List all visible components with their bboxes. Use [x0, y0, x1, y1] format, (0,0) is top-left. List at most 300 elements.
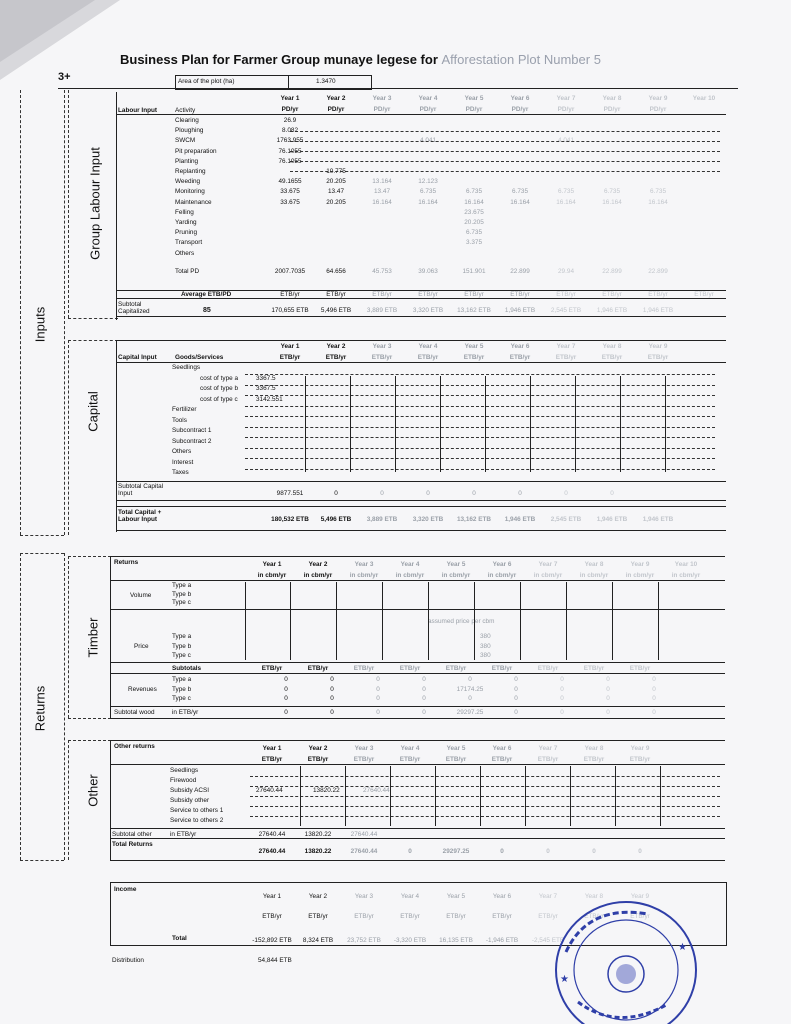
other-total-cell: 27640.44 [350, 848, 378, 855]
timber-subtotal-wood-cell: 29297.25 [456, 709, 484, 716]
other-row-label: Service to others 1 [170, 807, 224, 814]
other-total-cell: 29297.25 [442, 848, 470, 855]
labour-activity-label: Pruning [175, 229, 198, 237]
other-year-unit: ETB/yr [537, 756, 559, 763]
income-header: Income [114, 886, 137, 893]
other-cell: 27640.44 [363, 787, 390, 794]
labour-avg-unit: ETB/yr [602, 291, 622, 298]
timber-revenue-cell: 0 [330, 695, 334, 702]
capital-total-cell: 3,320 ETB [412, 516, 444, 523]
timber-volume-type: Type b [172, 590, 192, 598]
section-inputs: Inputs [32, 306, 48, 343]
capital-year-header: Year 6 [510, 343, 530, 350]
timber-revenue-cell: 0 [468, 695, 472, 702]
timber-revenue-cell: 0 [376, 695, 380, 702]
labour-year-unit: PD/yr [327, 106, 345, 113]
timber-header: Returns [114, 559, 139, 566]
capital-subtotal-cell: 9877.551 [276, 490, 304, 497]
income-year-unit: ETB/yr [354, 913, 374, 920]
page-title: Business Plan for Farmer Group munaye legese for Afforestation Plot Number 5 [120, 52, 601, 67]
other-year-unit: ETB/yr [261, 756, 283, 763]
labour-cell: 6.735 [650, 188, 666, 196]
area-value: 1.3470 [316, 78, 336, 85]
timber-year-header: Year 4 [400, 561, 420, 568]
labour-subtotal-cell: 1,946 ETB [596, 307, 628, 314]
labour-year-header: Year 6 [510, 95, 530, 102]
other-year-header: Year 8 [584, 745, 604, 752]
other-subtotal-unit: in ETB/yr [170, 831, 197, 838]
capital-year-header: Year 5 [464, 343, 484, 350]
capital-row-label: Seedlings [172, 364, 201, 371]
labour-activity-label: Planting [175, 157, 199, 165]
labour-cell: 16.164 [372, 198, 392, 206]
timber-price-type: Type c [172, 652, 191, 659]
timber-subtotal-unit: ETB/yr [491, 665, 513, 672]
labour-total-label: Total PD [175, 268, 200, 275]
timber-price-value: 380 [480, 633, 491, 640]
other-year-unit: ETB/yr [307, 756, 329, 763]
official-stamp [548, 892, 698, 1024]
labour-subtotal-cell: 1,946 ETB [642, 307, 674, 314]
labour-cell: 16.164 [510, 198, 530, 206]
labour-total-cell: 151.901 [462, 268, 486, 275]
timber-subtotal-wood-cell: 0 [330, 709, 334, 716]
timber-revenue-cell: 0 [376, 685, 380, 693]
timber-revenue-cell: 0 [606, 685, 610, 693]
labour-year-unit: PD/yr [557, 106, 575, 113]
capital-total-cell: 3,889 ETB [366, 516, 398, 523]
capital-year-unit: ETB/yr [601, 354, 623, 361]
timber-subtotals-label: Subtotals [172, 665, 202, 672]
capital-year-header: Year 8 [602, 343, 622, 350]
timber-subtotal-wood-cell: 0 [376, 709, 380, 716]
timber-year-header: Year 2 [308, 561, 328, 568]
capital-subtotal-cell: 0 [426, 490, 430, 497]
timber-subtotal-unit: ETB/yr [629, 665, 651, 672]
other-year-unit: ETB/yr [353, 756, 375, 763]
labour-cell: 4.041 [420, 137, 436, 145]
timber-revenue-cell: 0 [376, 676, 380, 683]
capital-header: Capital Input [118, 354, 157, 361]
capital-row-label: cost of type a [200, 374, 239, 382]
labour-year-header: Year 2 [326, 95, 346, 102]
timber-year-unit: in cbm/yr [533, 572, 563, 579]
labour-total-cell: 22.899 [648, 268, 668, 275]
labour-activity-label: Monitoring [175, 188, 205, 196]
capital-subtotal-cell: 0 [472, 490, 476, 497]
other-total-cell: 0 [592, 848, 596, 855]
timber-revenue-cell: 0 [514, 695, 518, 702]
timber-revenue-cell: 0 [560, 695, 564, 702]
income-year-unit: ETB/yr [538, 913, 558, 920]
goods-header: Goods/Services [175, 354, 224, 361]
labour-year-unit: PD/yr [511, 106, 529, 113]
timber-revenue-cell: 0 [330, 676, 334, 683]
svg-text:★: ★ [560, 974, 569, 985]
labour-activity-label: Clearing [175, 117, 199, 124]
timber-subtotal-wood-cell: 0 [284, 709, 288, 716]
income-year-header: Year 9 [630, 893, 650, 900]
labour-cell: 6.735 [604, 188, 620, 196]
capital-year-unit: ETB/yr [325, 354, 347, 361]
labour-cell: 3.375 [466, 239, 482, 247]
timber-revenue-cell: 0 [514, 676, 518, 683]
other-year-header: Year 7 [538, 745, 558, 752]
labour-subtotal-cell: 1,946 ETB [504, 307, 536, 314]
labour-year-header: Year 7 [556, 95, 576, 102]
timber-year-header: Year 8 [584, 561, 604, 568]
capital-total-cell: 1,946 ETB [642, 516, 674, 523]
labour-total-cell: 22.899 [510, 268, 530, 275]
timber-subtotal-unit: ETB/yr [445, 665, 467, 672]
income-total-cell: 16,135 ETB [439, 937, 473, 944]
income-total-label: Total [172, 935, 187, 942]
labour-cell: 8.082 [282, 127, 298, 135]
other-total-cell: 0 [638, 848, 642, 855]
other-row-label: Firewood [170, 777, 197, 784]
timber-subtotal-unit: ETB/yr [399, 665, 421, 672]
other-year-header: Year 4 [400, 745, 420, 752]
capital-row-label: cost of type c [200, 395, 238, 403]
timber-volume-type: Type a [172, 582, 192, 589]
labour-cell: 23.675 [464, 208, 484, 216]
other-subtotal-cell: 13820.22 [304, 831, 332, 838]
timber-revenue-cell: 0 [468, 676, 472, 683]
labour-cell: 33.675 [280, 198, 300, 206]
labour-cell: 20.205 [326, 198, 346, 206]
labour-avg-unit: ETB/yr [418, 291, 438, 298]
labour-subtotal-label: Subtotal Capitalized [118, 301, 150, 315]
income-total-cell: -2,545 ETB [531, 937, 565, 944]
labour-cell: 6.735 [558, 188, 574, 196]
capital-year-unit: ETB/yr [647, 354, 669, 361]
labour-cell: 10.775 [326, 168, 346, 175]
corner-label: 3+ [58, 71, 71, 83]
labour-total-cell: 45.753 [372, 268, 392, 275]
timber-revenue-cell: 0 [652, 695, 656, 702]
income-year-header: Year 8 [584, 893, 604, 900]
labour-subtotal-cell: 170,655 ETB [271, 307, 309, 314]
other-cell: 13820.22 [313, 787, 340, 794]
capital-row-label: Tools [172, 416, 187, 424]
other-total-label: Total Returns [112, 841, 153, 848]
other-cell: 27640.44 [256, 787, 283, 794]
labour-year-header: Year 4 [418, 95, 438, 102]
timber-revenue-cell: 0 [284, 685, 288, 693]
labour-avg-unit: ETB/yr [372, 291, 392, 298]
labour-cell: 4.041 [558, 137, 574, 145]
labour-activity-label: Replanting [175, 168, 206, 175]
timber-year-unit: in cbm/yr [579, 572, 609, 579]
timber-subtotal-unit: ETB/yr [261, 665, 283, 672]
labour-cell: 6.735 [512, 188, 528, 196]
timber-subtotal-wood-cell: 0 [560, 709, 564, 716]
timber-price-label: Price [134, 643, 149, 650]
labour-year-header: Year 9 [648, 95, 668, 102]
timber-revenue-cell: 0 [652, 676, 656, 683]
income-year-unit: ETB/yr [492, 913, 512, 920]
other-header: Other returns [114, 743, 155, 750]
other-row-label: Subsidy ACSI [170, 787, 210, 794]
timber-revenue-cell: 0 [652, 685, 656, 693]
labour-subtotal-cell: 3,320 ETB [412, 307, 444, 314]
labour-year-unit: PD/yr [465, 106, 483, 113]
labour-subtotal-cell: 13,162 ETB [457, 307, 491, 314]
labour-cell: 6.735 [420, 188, 436, 196]
avg-value: 85 [203, 307, 211, 314]
timber-year-unit: in cbm/yr [441, 572, 471, 579]
other-year-unit: ETB/yr [491, 756, 513, 763]
capital-year-unit: ETB/yr [463, 354, 485, 361]
income-total-cell: -152,892 ETB [252, 937, 292, 944]
labour-cell: 33.675 [280, 188, 300, 196]
section-returns: Returns [32, 685, 48, 732]
income-year-header: Year 1 [262, 893, 282, 900]
labour-avg-unit: ETB/yr [694, 291, 714, 298]
labour-subtotal-cell: 3,889 ETB [366, 307, 398, 314]
capital-year-header: Year 3 [372, 343, 392, 350]
income-year-header: Year 7 [538, 893, 558, 900]
capital-row-label: Subcontract 1 [172, 427, 212, 434]
labour-activity-label: Weeding [175, 178, 201, 186]
other-year-header: Year 2 [308, 745, 328, 752]
labour-cell: 13.47 [374, 188, 390, 196]
labour-year-unit: PD/yr [373, 106, 391, 113]
labour-activity-label: Transport [175, 239, 203, 247]
other-row-label: Service to others 2 [170, 817, 224, 824]
timber-revenue-cell: 0 [606, 695, 610, 702]
capital-row-label: Others [172, 448, 192, 455]
income-year-header: Year 2 [308, 893, 328, 900]
capital-total-cell: 2,545 ETB [550, 516, 582, 523]
income-year-header: Year 5 [446, 893, 466, 900]
timber-year-header: Year 6 [492, 561, 512, 568]
timber-year-header: Year 10 [674, 561, 698, 568]
labour-cell: 16.164 [602, 198, 622, 206]
other-year-header: Year 5 [446, 745, 466, 752]
timber-subtotal-wood-cell: 0 [652, 709, 656, 716]
capital-total-cell: 5,496 ETB [320, 516, 352, 523]
timber-year-unit: in cbm/yr [487, 572, 517, 579]
timber-revenue-cell: 0 [422, 676, 426, 683]
labour-cell: 76.1055 [278, 157, 302, 165]
labour-cell: 16.164 [648, 198, 668, 206]
timber-subtotal-wood-cell: 0 [514, 709, 518, 716]
labour-avg-unit: ETB/yr [510, 291, 530, 298]
timber-subtotal-wood-label: Subtotal wood [114, 709, 155, 716]
other-total-cell: 13820.22 [304, 848, 332, 855]
capital-subtotal-cell: 0 [610, 490, 614, 497]
section-capital: Capital [85, 391, 101, 432]
capital-year-header: Year 4 [418, 343, 438, 350]
timber-revenue-cell: 0 [422, 695, 426, 702]
income-year-unit: ETB/yr [446, 913, 466, 920]
labour-header: Labour Input [118, 107, 158, 114]
timber-revenue-type: Type b [172, 685, 192, 693]
labour-total-cell: 2007.7035 [274, 268, 306, 275]
timber-volume-type: Type c [172, 599, 191, 606]
folded-corner-shadow [0, 0, 95, 62]
other-year-unit: ETB/yr [583, 756, 605, 763]
timber-subtotal-wood-cell: 0 [606, 709, 610, 716]
timber-revenue-type: Type c [172, 695, 191, 702]
timber-subtotal-unit: ETB/yr [307, 665, 329, 672]
timber-revenue-cell: 0 [330, 685, 334, 693]
timber-price-type: Type a [172, 633, 192, 640]
timber-volume-label: Volume [130, 592, 152, 599]
timber-revenue-cell: 0 [560, 676, 564, 683]
labour-cell: 13.164 [372, 178, 392, 186]
capital-row-label: cost of type b [200, 385, 239, 392]
section-other: Other [85, 774, 101, 807]
svg-text:★: ★ [678, 942, 687, 953]
labour-cell: 76.1055 [278, 147, 302, 155]
capital-year-unit: ETB/yr [417, 354, 439, 361]
income-year-header: Year 4 [400, 893, 420, 900]
timber-year-header: Year 3 [354, 561, 374, 568]
area-label: Area of the plot (ha) [178, 78, 235, 85]
other-year-header: Year 6 [492, 745, 512, 752]
capital-year-unit: ETB/yr [279, 354, 301, 361]
distribution-label: Distribution [112, 957, 144, 964]
labour-cell: 1763.955 [276, 137, 304, 145]
other-subtotal-cell: 27640.44 [350, 831, 378, 838]
labour-year-unit: PD/yr [649, 106, 667, 113]
capital-row-label: Taxes [172, 469, 189, 476]
capital-subtotal-cell: 0 [564, 490, 568, 497]
capital-total-cell: 13,162 ETB [456, 516, 492, 523]
section-labour: Group Labour Input [87, 147, 103, 260]
timber-year-unit: in cbm/yr [625, 572, 655, 579]
labour-activity-label: Others [175, 249, 195, 257]
labour-cell: 16.164 [464, 198, 484, 206]
capital-year-header: Year 2 [326, 343, 346, 350]
timber-revenue-cell: 0 [514, 685, 518, 693]
labour-total-cell: 39.063 [418, 268, 438, 275]
labour-cell: 6.735 [466, 188, 482, 196]
timber-revenue-cell: 0 [560, 685, 564, 693]
timber-price-value: 380 [480, 652, 491, 659]
other-year-header: Year 3 [354, 745, 374, 752]
other-year-unit: ETB/yr [629, 756, 651, 763]
timber-price-value: 380 [480, 642, 491, 650]
labour-cell: 13.47 [328, 188, 344, 196]
capital-year-unit: ETB/yr [555, 354, 577, 361]
labour-total-cell: 22.899 [602, 268, 622, 275]
labour-avg-unit: ETB/yr [556, 291, 576, 298]
other-year-unit: ETB/yr [445, 756, 467, 763]
capital-total-cell: 1,946 ETB [504, 516, 536, 523]
timber-subtotal-unit: ETB/yr [583, 665, 605, 672]
capital-subtotal-cell: 0 [380, 490, 384, 497]
timber-year-header: Year 9 [630, 561, 650, 568]
timber-revenue-cell: 0 [422, 685, 426, 693]
timber-revenue-cell: 0 [284, 676, 288, 683]
capital-subtotal-cell: 0 [334, 490, 338, 497]
timber-assumed-note: assumed price per cbm [428, 618, 495, 625]
timber-subtotal-wood-cell: 0 [422, 709, 426, 716]
labour-cell: 16.164 [418, 198, 438, 206]
income-year-header: Year 3 [354, 893, 374, 900]
capital-year-header: Year 7 [556, 343, 576, 350]
labour-activity-label: Felling [175, 208, 194, 216]
income-total-cell: -3,320 ETB [393, 937, 427, 944]
capital-total-cell: 1,946 ETB [596, 516, 628, 523]
labour-activity-label: Maintenance [175, 198, 212, 206]
capital-year-header: Year 1 [280, 343, 300, 350]
capital-total-cell: 180,532 ETB [271, 516, 309, 523]
distribution-value: 54,844 ETB [258, 957, 292, 964]
labour-activity-label: SWCM [175, 137, 196, 145]
other-total-cell: 0 [546, 848, 550, 855]
timber-revenue-cell: 0 [284, 695, 288, 702]
other-year-header: Year 1 [262, 745, 282, 752]
section-timber: Timber [85, 617, 101, 658]
labour-cell: 49.1655 [278, 178, 302, 186]
avg-label: Average ETB/PD [181, 291, 232, 298]
other-subtotal-label: Subtotal other [112, 831, 152, 838]
timber-year-header: Year 5 [446, 561, 466, 568]
other-total-cell: 0 [408, 848, 412, 855]
labour-cell: 16.164 [556, 198, 576, 206]
labour-activity-label: Yarding [175, 219, 197, 226]
labour-subtotal-cell: 2,545 ETB [550, 307, 582, 314]
capital-cell: 3367.5 [256, 374, 276, 382]
labour-cell: 20.205 [464, 219, 484, 226]
activity-header: Activity [175, 107, 196, 114]
labour-avg-unit: ETB/yr [326, 291, 346, 298]
capital-year-unit: ETB/yr [371, 354, 393, 361]
other-year-header: Year 9 [630, 745, 650, 752]
timber-subtotal-unit: ETB/yr [353, 665, 375, 672]
timber-subtotal-wood-unit: in ETB/yr [172, 709, 199, 716]
labour-activity-label: Pit preparation [175, 147, 217, 155]
income-year-unit: ETB/yr [400, 913, 420, 920]
timber-revenue-cell: 0 [606, 676, 610, 683]
labour-avg-unit: ETB/yr [280, 291, 300, 298]
labour-year-unit: PD/yr [419, 106, 437, 113]
income-year-unit: ETB/yr [584, 913, 604, 920]
labour-year-header: Year 5 [464, 95, 484, 102]
capital-subtotal-label: Subtotal Capital Input [118, 483, 164, 497]
timber-year-unit: in cbm/yr [303, 572, 333, 579]
timber-revenue-cell: 17174.25 [456, 685, 484, 693]
labour-total-cell: 64.656 [326, 268, 346, 275]
labour-year-header: Year 10 [692, 95, 716, 102]
labour-avg-unit: ETB/yr [648, 291, 668, 298]
capital-row-label: Subcontract 2 [172, 437, 212, 445]
labour-cell: 26.9 [283, 117, 297, 124]
capital-year-header: Year 9 [648, 343, 668, 350]
labour-activity-label: Ploughing [175, 127, 204, 135]
timber-price-type: Type b [172, 642, 192, 650]
timber-year-header: Year 1 [262, 561, 282, 568]
income-total-cell: 23,752 ETB [347, 937, 381, 944]
labour-year-header: Year 8 [602, 95, 622, 102]
income-year-unit: ETB/yr [308, 913, 328, 920]
labour-subtotal-cell: 5,496 ETB [320, 307, 352, 314]
timber-subtotal-unit: ETB/yr [537, 665, 559, 672]
timber-year-unit: in cbm/yr [257, 572, 287, 579]
other-total-cell: 0 [500, 848, 504, 855]
labour-year-header: Year 3 [372, 95, 392, 102]
labour-total-cell: 29.94 [558, 268, 574, 275]
other-total-cell: 27640.44 [258, 848, 286, 855]
income-year-unit: ETB/yr [630, 913, 650, 920]
capital-row-label: Interest [172, 458, 194, 466]
capital-cell: 3367.5 [256, 385, 276, 392]
income-total-cell: 8,324 ETB [302, 937, 334, 944]
